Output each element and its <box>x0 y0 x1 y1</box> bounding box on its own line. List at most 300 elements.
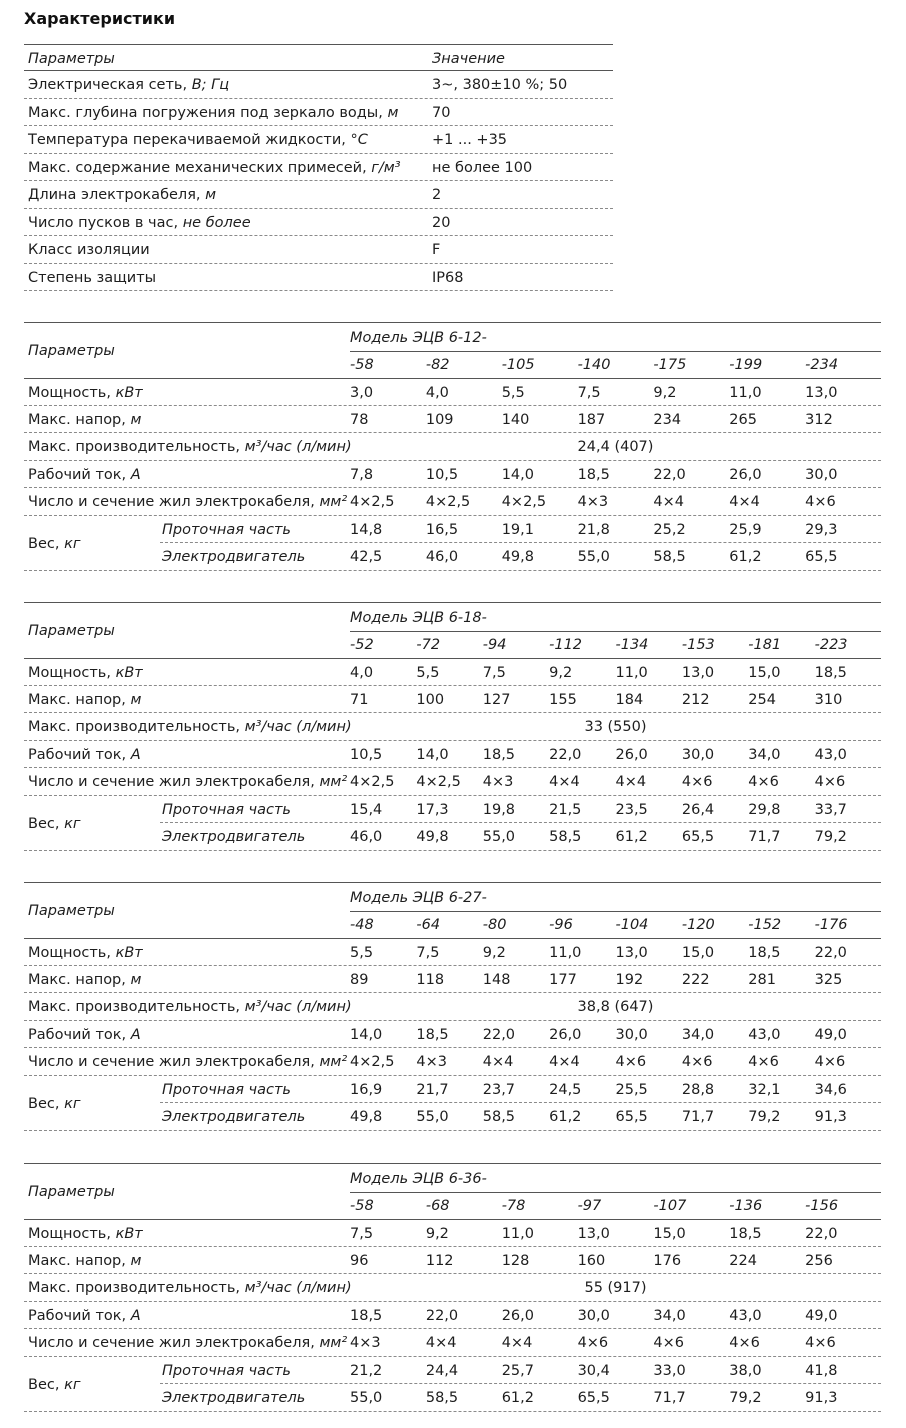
value-cell: 265 <box>729 412 757 428</box>
value-cell: 112 <box>425 1253 454 1269</box>
row-label-text: Рабочий ток, <box>28 747 131 763</box>
value-cell: 4×2,5 <box>350 1054 395 1070</box>
param-name <box>28 105 398 121</box>
value-cell: 254 <box>748 692 776 708</box>
value-cell: 4×6 <box>805 494 836 510</box>
row-label-weight <box>28 1095 80 1113</box>
row-label-weight-pump: Проточная часть <box>162 1082 291 1098</box>
row-label-unit: мм² <box>319 1054 348 1070</box>
variant-header: -107 <box>653 1198 687 1214</box>
value-cell: 96 <box>350 1253 369 1269</box>
param-value: +1 ... +35 <box>432 132 508 148</box>
param-unit: °С <box>350 132 368 148</box>
row-label-text: Макс. производительность, <box>28 719 245 735</box>
value-cell: 21,7 <box>416 1082 449 1098</box>
value-cell: 22,0 <box>814 945 847 961</box>
value-cell: 4×3 <box>482 774 514 790</box>
value-cell: 4×3 <box>350 1335 381 1351</box>
value-cell: 41,8 <box>805 1363 838 1379</box>
value-cell: 22,0 <box>805 1226 838 1242</box>
value-cell: 21,5 <box>549 802 582 818</box>
value-cell: 21,8 <box>577 522 610 538</box>
value-cell: 15,0 <box>681 945 715 961</box>
row-label-text: Вес, <box>28 1096 65 1112</box>
value-cell: 19,8 <box>482 802 516 818</box>
param-name <box>28 215 251 231</box>
value-cell: 18,5 <box>350 1308 383 1324</box>
value-cell: 55,0 <box>350 1390 383 1406</box>
row-label-unit: кг <box>64 1377 81 1393</box>
param-name <box>28 132 368 148</box>
value-cell: 71 <box>350 692 369 708</box>
value-cell: 61,2 <box>729 549 762 565</box>
value-cell: 33,0 <box>653 1363 686 1379</box>
row-divider <box>24 658 881 659</box>
characteristics-row <box>24 154 613 182</box>
value-cell: 127 <box>482 692 511 708</box>
row-label-unit: А <box>130 747 141 763</box>
variant-header: -140 <box>577 357 611 373</box>
variant-header: -52 <box>350 637 374 653</box>
row-divider <box>24 405 881 406</box>
value-cell: 4×6 <box>729 1335 760 1351</box>
param-label: Число пусков в час, <box>28 214 183 231</box>
flow-value: 33 (550) <box>584 719 647 735</box>
value-cell: 7,5 <box>416 945 440 961</box>
row-divider <box>24 992 881 993</box>
param-label: Температура перекачиваемой жидкости, <box>28 132 351 148</box>
row-label-unit: кВт <box>115 1226 143 1242</box>
value-cell: 71,7 <box>748 829 781 845</box>
row-label-cable <box>28 1334 347 1352</box>
value-cell: 9,2 <box>482 945 506 961</box>
row-label-text: Макс. производительность, <box>28 999 245 1015</box>
row-divider <box>24 767 881 768</box>
row-label-text: Рабочий ток, <box>28 1308 131 1324</box>
value-cell: 4×4 <box>653 494 685 510</box>
row-label-flow <box>28 998 352 1016</box>
value-cell: 79,2 <box>814 829 847 845</box>
model-title: Модель ЭЦВ 6-18- <box>350 610 487 626</box>
value-cell: 23,7 <box>482 1082 516 1098</box>
value-cell: 43,0 <box>814 747 847 763</box>
value-cell: 4×6 <box>653 1335 685 1351</box>
value-cell: 32,1 <box>748 1082 781 1098</box>
value-cell: 222 <box>681 972 710 988</box>
param-name <box>28 187 216 203</box>
param-unit: г/м³ <box>371 159 401 176</box>
row-divider <box>24 1273 881 1274</box>
row-label-unit: кг <box>64 536 81 552</box>
params-label: Параметры <box>28 623 115 639</box>
characteristics-header-row <box>24 44 613 71</box>
variant-header: -176 <box>814 917 848 933</box>
param-name <box>28 270 156 286</box>
value-cell: 78 <box>350 412 369 428</box>
value-cell: 109 <box>425 412 454 428</box>
variant-header: -120 <box>681 917 715 933</box>
flow-value: 38,8 (647) <box>577 999 654 1015</box>
flow-value: 24,4 (407) <box>577 439 654 455</box>
value-cell: 18,5 <box>748 945 781 961</box>
variant-header: -58 <box>350 357 374 373</box>
value-cell: 25,2 <box>653 522 686 538</box>
row-label-unit: м <box>130 692 142 708</box>
row-divider <box>24 795 881 796</box>
value-cell: 4×3 <box>577 494 609 510</box>
row-label-weight-motor: Электродвигатель <box>162 1390 306 1406</box>
param-name <box>28 160 401 176</box>
row-label-unit: кг <box>64 816 81 832</box>
param-label: Макс. содержание механических примесей, <box>28 159 372 176</box>
param-label: Степень защиты <box>28 269 157 286</box>
row-divider <box>24 712 881 713</box>
value-cell: 11,0 <box>501 1226 534 1242</box>
characteristics-row <box>24 236 613 264</box>
value-cell: 25,9 <box>729 522 762 538</box>
row-divider <box>24 938 881 939</box>
param-value: F <box>432 242 441 258</box>
row-label-unit: А <box>130 467 141 483</box>
page-title: Характеристики <box>24 9 176 28</box>
value-cell: 16,5 <box>425 522 459 538</box>
row-label-head <box>28 971 141 989</box>
value-cell: 256 <box>805 1253 833 1269</box>
value-cell: 13,0 <box>805 385 838 401</box>
row-divider <box>350 351 881 352</box>
value-cell: 55,0 <box>416 1109 449 1125</box>
value-cell: 24,4 <box>425 1363 459 1379</box>
value-cell: 65,5 <box>577 1390 610 1406</box>
value-cell: 28,8 <box>681 1082 715 1098</box>
value-cell: 4×6 <box>805 1335 836 1351</box>
row-divider <box>24 1047 881 1048</box>
row-label-weight <box>28 535 80 553</box>
value-cell: 22,0 <box>653 467 686 483</box>
value-cell: 310 <box>814 692 843 708</box>
value-cell: 30,0 <box>805 467 838 483</box>
value-cell: 58,5 <box>425 1390 459 1406</box>
params-label: Параметры <box>28 343 115 359</box>
value-cell: 91,3 <box>805 1390 838 1406</box>
row-label-unit: мм² <box>319 774 348 790</box>
value-cell: 325 <box>814 972 843 988</box>
value-cell: 43,0 <box>748 1027 781 1043</box>
value-cell: 91,3 <box>814 1109 847 1125</box>
value-cell: 4×4 <box>729 494 760 510</box>
value-cell: 13,0 <box>681 665 715 681</box>
row-divider <box>24 487 881 488</box>
variant-header: -112 <box>549 637 583 653</box>
variant-header: -80 <box>482 917 507 933</box>
value-cell: 33,7 <box>814 802 847 818</box>
variant-header: -68 <box>425 1198 450 1214</box>
value-cell: 4,0 <box>425 385 449 401</box>
row-label-text: Число и сечение жил электрокабеля, <box>28 1054 320 1070</box>
characteristics-row <box>24 99 613 127</box>
value-cell: 4×2,5 <box>425 494 471 510</box>
row-label-head <box>28 691 141 709</box>
row-divider <box>24 685 881 686</box>
value-cell: 26,0 <box>549 1027 582 1043</box>
variant-header: -48 <box>350 917 374 933</box>
value-cell: 89 <box>350 972 369 988</box>
variant-header: -223 <box>814 637 848 653</box>
row-label-unit: м <box>130 972 142 988</box>
value-cell: 176 <box>653 1253 682 1269</box>
variant-header: -175 <box>653 357 687 373</box>
value-column-header: Значение <box>432 51 505 67</box>
row-divider <box>24 965 881 966</box>
variant-header: -153 <box>681 637 715 653</box>
row-label-text: Число и сечение жил электрокабеля, <box>28 494 320 510</box>
param-name <box>28 242 150 258</box>
value-cell: 15,0 <box>748 665 781 681</box>
value-cell: 34,0 <box>681 1027 715 1043</box>
row-divider <box>24 432 881 433</box>
row-divider <box>24 378 881 379</box>
row-divider <box>24 570 881 571</box>
row-label-unit: мм² <box>319 494 348 510</box>
model-table <box>24 1163 881 1411</box>
row-label-weight-motor: Электродвигатель <box>162 829 306 845</box>
row-label-unit: м³/час (л/мин) <box>244 719 352 735</box>
value-cell: 19,1 <box>501 522 534 538</box>
value-cell: 4×6 <box>748 1054 779 1070</box>
variant-header: -82 <box>425 357 450 373</box>
model-table <box>24 882 881 1130</box>
value-cell: 30,0 <box>615 1027 648 1043</box>
row-label-flow <box>28 438 352 456</box>
value-cell: 61,2 <box>501 1390 534 1406</box>
value-cell: 4×6 <box>814 1054 846 1070</box>
value-cell: 49,8 <box>350 1109 383 1125</box>
value-cell: 9,2 <box>549 665 573 681</box>
value-cell: 14,0 <box>501 467 534 483</box>
param-name <box>28 77 229 93</box>
value-cell: 26,0 <box>615 747 648 763</box>
value-cell: 18,5 <box>577 467 610 483</box>
value-cell: 14,0 <box>350 1027 383 1043</box>
characteristics-row <box>24 264 613 292</box>
param-label: Класс изоляции <box>28 242 150 258</box>
value-cell: 58,5 <box>482 1109 516 1125</box>
value-cell: 4×6 <box>681 774 713 790</box>
variant-header: -136 <box>729 1198 763 1214</box>
row-label-flow <box>28 1279 352 1297</box>
value-cell: 212 <box>681 692 710 708</box>
value-cell: 22,0 <box>549 747 582 763</box>
params-label: Параметры <box>28 903 115 919</box>
row-divider <box>24 850 881 851</box>
value-cell: 4×4 <box>501 1335 533 1351</box>
row-label-text: Число и сечение жил электрокабеля, <box>28 774 320 790</box>
variant-header: -152 <box>748 917 782 933</box>
value-cell: 160 <box>577 1253 606 1269</box>
value-cell: 5,5 <box>350 945 374 961</box>
value-cell: 10,5 <box>425 467 459 483</box>
value-cell: 46,0 <box>425 549 459 565</box>
value-cell: 22,0 <box>425 1308 459 1324</box>
value-cell: 71,7 <box>653 1390 686 1406</box>
row-divider <box>160 542 881 543</box>
model-table <box>24 322 881 570</box>
value-cell: 42,5 <box>350 549 383 565</box>
variant-header: -156 <box>805 1198 839 1214</box>
value-cell: 58,5 <box>653 549 686 565</box>
characteristics-row <box>24 181 613 209</box>
value-cell: 55,0 <box>482 829 516 845</box>
row-label-unit: А <box>130 1027 141 1043</box>
value-cell: 25,7 <box>501 1363 534 1379</box>
value-cell: 18,5 <box>482 747 516 763</box>
row-divider <box>24 1219 881 1220</box>
value-cell: 49,8 <box>416 829 449 845</box>
value-cell: 100 <box>416 692 445 708</box>
value-cell: 140 <box>501 412 530 428</box>
characteristics-row <box>24 71 613 99</box>
value-cell: 61,2 <box>615 829 648 845</box>
value-cell: 46,0 <box>350 829 383 845</box>
row-label-head <box>28 1252 141 1270</box>
param-label: Макс. глубина погружения под зеркало воды, <box>28 104 388 121</box>
value-cell: 65,5 <box>681 829 715 845</box>
value-cell: 7,5 <box>482 665 506 681</box>
value-cell: 7,5 <box>350 1226 374 1242</box>
value-cell: 4×2,5 <box>501 494 547 510</box>
value-cell: 4×4 <box>549 774 580 790</box>
value-cell: 312 <box>805 412 833 428</box>
row-label-current <box>28 466 141 484</box>
value-cell: 3,0 <box>350 385 374 401</box>
row-label-text: Макс. производительность, <box>28 439 245 455</box>
value-cell: 30,0 <box>577 1308 610 1324</box>
value-cell: 11,0 <box>549 945 582 961</box>
row-label-head <box>28 411 141 429</box>
model-title: Модель ЭЦВ 6-27- <box>350 890 487 906</box>
param-unit: м <box>205 187 217 203</box>
value-cell: 4×4 <box>615 774 647 790</box>
row-label-weight-motor: Электродвигатель <box>162 1109 306 1125</box>
variant-header: -234 <box>805 357 839 373</box>
param-value: 2 <box>432 187 442 203</box>
value-cell: 79,2 <box>729 1390 762 1406</box>
param-unit: В; Гц <box>191 77 230 93</box>
row-label-text: Рабочий ток, <box>28 467 131 483</box>
characteristics-table <box>24 44 613 291</box>
row-label-unit: м³/час (л/мин) <box>244 999 352 1015</box>
value-cell: 7,5 <box>577 385 601 401</box>
value-cell: 5,5 <box>416 665 440 681</box>
row-divider <box>24 1075 881 1076</box>
value-cell: 5,5 <box>501 385 525 401</box>
value-cell: 192 <box>615 972 644 988</box>
value-cell: 30,4 <box>577 1363 610 1379</box>
row-label-text: Макс. напор, <box>28 972 131 988</box>
row-label-unit: м³/час (л/мин) <box>244 1280 352 1296</box>
param-value: 3~, 380±10 %; 50 <box>432 77 568 93</box>
row-label-unit: А <box>130 1308 141 1324</box>
value-cell: 155 <box>549 692 577 708</box>
row-label-text: Мощность, <box>28 1226 116 1242</box>
row-label-weight-pump: Проточная часть <box>162 802 291 818</box>
flow-value: 55 (917) <box>584 1280 647 1296</box>
value-cell: 55,0 <box>577 549 610 565</box>
row-label-text: Число и сечение жил электрокабеля, <box>28 1335 320 1351</box>
value-cell: 4,0 <box>350 665 374 681</box>
value-cell: 25,5 <box>615 1082 648 1098</box>
value-cell: 148 <box>482 972 511 988</box>
row-label-current <box>28 746 141 764</box>
value-cell: 177 <box>549 972 577 988</box>
variant-header: -97 <box>577 1198 602 1214</box>
row-label-power <box>28 384 143 402</box>
row-label-current <box>28 1026 141 1044</box>
value-cell: 18,5 <box>729 1226 762 1242</box>
row-label-unit: кВт <box>115 945 143 961</box>
param-label: Длина электрокабеля, <box>28 187 206 203</box>
param-column-header: Параметры <box>28 51 115 67</box>
row-label-current <box>28 1307 141 1325</box>
row-divider <box>24 1411 881 1412</box>
value-cell: 10,5 <box>350 747 383 763</box>
variant-header: -96 <box>549 917 573 933</box>
value-cell: 65,5 <box>805 549 838 565</box>
row-label-weight <box>28 1376 80 1394</box>
param-value: не более 100 <box>432 159 533 176</box>
param-unit: не более <box>182 214 251 231</box>
value-cell: 11,0 <box>615 665 648 681</box>
value-cell: 11,0 <box>729 385 762 401</box>
value-cell: 4×6 <box>615 1054 647 1070</box>
value-cell: 4×2,5 <box>350 774 395 790</box>
value-cell: 17,3 <box>416 802 449 818</box>
row-divider <box>160 822 881 823</box>
value-cell: 16,9 <box>350 1082 383 1098</box>
value-cell: 118 <box>416 972 445 988</box>
params-label: Параметры <box>28 1184 115 1200</box>
row-label-cable <box>28 773 347 791</box>
value-cell: 79,2 <box>748 1109 781 1125</box>
model-title: Модель ЭЦВ 6-12- <box>350 330 487 346</box>
row-label-text: Вес, <box>28 1377 65 1393</box>
value-cell: 4×4 <box>549 1054 580 1070</box>
value-cell: 49,0 <box>814 1027 847 1043</box>
row-divider <box>350 911 881 912</box>
row-label-text: Рабочий ток, <box>28 1027 131 1043</box>
value-cell: 43,0 <box>729 1308 762 1324</box>
value-cell: 34,6 <box>814 1082 847 1098</box>
row-label-text: Мощность, <box>28 945 116 961</box>
row-label-unit: кВт <box>115 665 143 681</box>
model-title: Модель ЭЦВ 6-36- <box>350 1171 487 1187</box>
variant-header: -181 <box>748 637 782 653</box>
row-label-unit: м <box>130 1253 142 1269</box>
value-cell: 21,2 <box>350 1363 383 1379</box>
row-label-weight-motor: Электродвигатель <box>162 549 306 565</box>
value-cell: 4×2,5 <box>350 494 395 510</box>
row-label-unit: мм² <box>319 1335 348 1351</box>
value-cell: 281 <box>748 972 776 988</box>
value-cell: 4×6 <box>577 1335 609 1351</box>
value-cell: 4×2,5 <box>416 774 461 790</box>
variant-header: -105 <box>501 357 535 373</box>
variant-header: -78 <box>501 1198 526 1214</box>
value-cell: 187 <box>577 412 606 428</box>
row-label-flow <box>28 718 352 736</box>
param-value: IP68 <box>432 269 464 286</box>
characteristics-row <box>24 126 613 154</box>
